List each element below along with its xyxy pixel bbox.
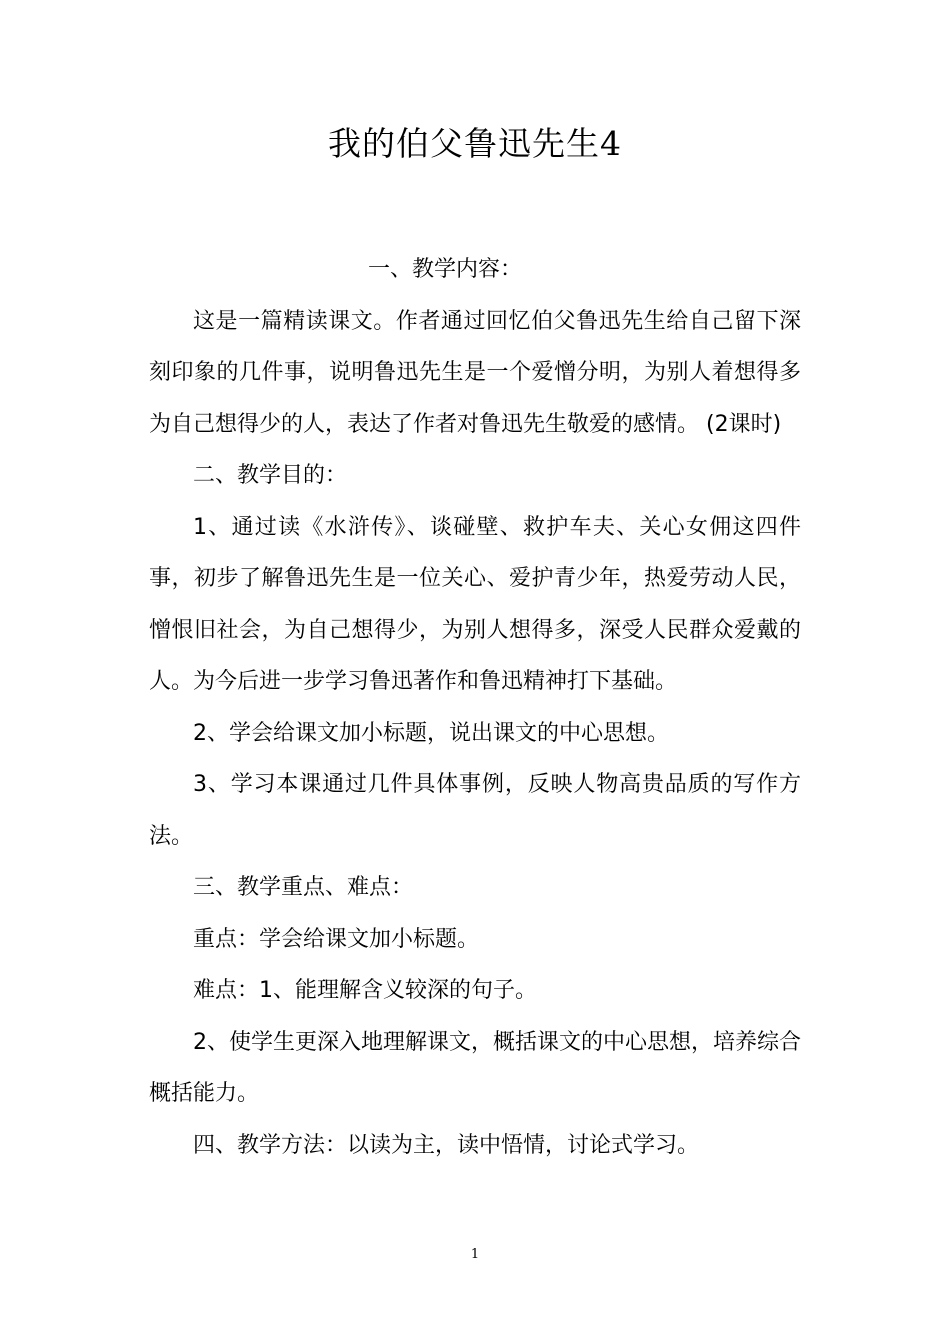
paragraph-teaching-method: 四、教学方法：以读为主，读中悟情，讨论式学习。 — [193, 1132, 700, 1158]
section-heading-content: 一、教学内容： — [367, 257, 522, 282]
paragraph-key-point: 重点：学会给课文加小标题。 — [193, 926, 480, 952]
paragraph-objective-3: 3、学习本课通过几件具体事例，反映人物高贵品质的写作方法。 — [149, 772, 801, 849]
paragraph-difficulty-1: 难点：1、能理解含义较深的句子。 — [193, 978, 537, 1003]
section-heading-objectives: 二、教学目的： — [193, 463, 348, 488]
document-body — [149, 244, 801, 1171]
paragraph-content-description: 这是一篇精读课文。作者通过回忆伯父鲁迅先生给自己留下深刻印象的几件事，说明鲁迅先生是一个爱憎分明，为别人着想得多为自己想得少的人，表达了作者对鲁迅先生敬爱的感情。 (2课时) — [149, 308, 801, 437]
document-title: 我的伯父鲁迅先生4 — [328, 124, 622, 163]
paragraph-objective-2: 2、学会给课文加小标题，说出课文的中心思想。 — [193, 720, 669, 746]
paragraph-objective-1: 1、通过读《水浒传》、谈碰壁、救护车夫、关心女佣这四件事，初步了解鲁迅先生是一位关心、爱护青少年，热爱劳动人民，憎恨旧社会，为自己想得少，为别人想得多，深受人民群众爱戴的人。为今后进一步学习鲁迅著作和鲁迅精神打下基础。 — [149, 514, 801, 694]
paragraph-difficulty-2: 2、使学生更深入地理解课文，概括课文的中心思想，培养综合概括能力。 — [149, 1029, 801, 1106]
page-number: 1 — [470, 1247, 480, 1262]
section-heading-key-points: 三、教学重点、难点： — [193, 875, 414, 900]
